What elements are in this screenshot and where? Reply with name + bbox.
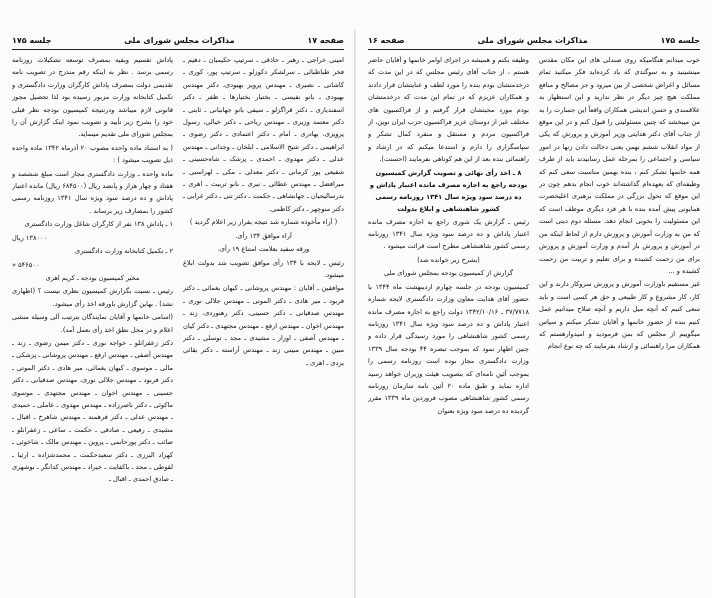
speech-paragraph-continued: غیر مستقیم باوزارت آموزش و پرورش سروکار دارند و این کار، کار مشروع و کار طبیعی و حق هر کسی است و باید سعی کنیم که آنچه میل داریم و آنچه صلاح میدانیم عمل کنیم بنده از حضور خانمها و آقایان تشکر میکنم و سپاس میگوییم از مجلس که بمن فرمودید و امیدوارهستم که همکاران مرا راهنمائی و ارشاد بفرمایند که چه نوع انجام <box>539 280 700 351</box>
publication-title: مذاکرات مجلس شورای ملی <box>124 35 235 45</box>
header-rule <box>368 49 700 50</box>
agenda-item-8-heading: ۸ ـ اخذ رأی نهائی و تصویب گزارش کمیسیون بودجه راجع به اجازه مصرف مانده اعتبار پاداش و ده درصد سود ویژه سال ۱۳۴۱ روزنامه رسمی کشور شاهنشاهی و ابلاغ بدولت <box>369 168 528 213</box>
page-number-label: صفحه ۱۷ <box>307 35 344 45</box>
speaker-announcement: رئیس ـ لایحه با ۱۳۴ رأی موافق تصویب شد بدولت ابلاغ میشود. <box>183 258 344 279</box>
header-rule <box>12 49 344 50</box>
publication-title: مذاکرات مجلس شورای ملی <box>477 35 588 45</box>
item-1-label: ۱ ـ پاداش ۱۳۸ نفر از کارگران شاغل وزارت دادگستری <box>24 220 173 229</box>
text-columns <box>368 54 700 576</box>
report-body: کمیسیون بودجه در جلسه چهارم اردیبهشت ماه ۱۳۴۴ با حضور آقای هدایت معاون وزارت دادگستری لایحه شماره ۳۷/۷۷۱۸ ـ ۱۳۴۲/۱۰/۱۶ دولت راجع به اجازه مصرف مانده اعتبار پاداش و ده درصد سود ویژه سال ۱۳۴۱ روزنامه رسمی کشور شاهنشاهی را مورد رسیدگی قرار داده و چنین اظهار نمود که بموجب تبصره ۴۴ بودجه سال ۱۳۳۹ وزارت دادگستری مجاز بوده است روزنامه رسمی را بموجب آئین نامه‌ای که بتصویب هیئت وزیران خواهد رسید اداره نماید و طبق ماده ۲۰ آئین نامه سازمان روزنامه رسمی کشور شاهنشاهی مصوب فروردین ماه ۱۳۳۹ مقرر گردیده ده درصد سود ویژه بعنوان <box>368 282 529 415</box>
speaker-statement: رئیس ـ گزارش یک شوری راجع به اجازه مصرف مانده اعتبار پاداش و ده درصد سود ویژه سال ۱۳۴۱ روزنامه رسمی کشور شاهنشاهی مطرح است قرائت میشود . <box>368 217 529 251</box>
single-article: ماده واحده ـ وزارت دادگستری مجاز است مبلغ ششصد و هفتاد و چهار هزار و پانصد ریال (۶۸۴۵۰۰ ریال) مانده اعتبار پاداش و ده درصد سود ویژه سال ۱۳۴۱ روزنامه رسمی کشور را بمصارف زیر برساند . <box>12 169 173 215</box>
speech-paragraph: خوب میدانم هنگامیکه روی صندلی های این مکان مقدس مینشینید و به سوگندی که یاد کرده‌اید فکر میکنید تمام مسائل و اغراض شخصی از بین میرود و جز مصالح و منافع مملکت هیچ چیز دیگر در نظر ندارید و این استظهار به علاقمندی و حسن اندیشی همکاران واقعاً این جسارت را به من میبخشد که چنین مسئولیتی را قبول کنم و در این موقع از جناب آقای دکتر هدایتی وزیر آموزش و پرورش که یکی از مواد انقلاب ششم بهمن یعنی دخالت دادن زنها در امور سیاسی و اجتماعی را بمرحله عمل رسانیدند باید از طرف همه خانمها تشکر کنم ، بنده بهمین مناسبت سعی کنم که وظیفه‌ای که بعهده‌ام گذاشته‌اند خوب انجام بدهم چون در این موقع که تحول بزرگی در مملکت برهبری اعلیحضرت همایونی پیش آمده بنده با هر فرد دیگری موظف است که این مسئولیت را بخوبی انجام دهد، مسئله دوم دینی است که من به وزارت آموزش و پرورش دارم از لحاظ اینکه من در آموزش و پرورش بار آمدم و وزارت آموزش و پرورش برای من زحمت کشیده و برای تعلیم و تربیت من زحمت کشیده و ... <box>539 56 700 275</box>
rapporteur-signature: مخبر کمیسیون بودجه ـ کریم اهری <box>45 273 140 282</box>
enactment-note: ( به استناد ماده واحده مصوب ۲۰ آذرماه ۱۳۴۲ ماده واحده ذیل تصویب میشود ) : <box>12 143 173 165</box>
page-header <box>12 33 344 47</box>
report-paragraph: پاداش تقسیم وبقیه بمصرف توسعه تشکیلات روزنامه رسمی برسد . نظر به اینکه رقم مندرج در تصویب نامه تقدیمی دولت بمصرف پاداش کارگران وزارت دادگستری و تکمیل کتابخانه وزارت مزبور رسیده بود لذا تحصیل مجوز قانونی لازم میباشد ودرنتیجه کمیسیون بودجه نظر قبلی خود را بشرح زیر تأیید و تصویب نمود اینک گزارش آن را بمجلس شورای ملی تقدیم مینماید. <box>12 56 173 139</box>
supporters-list: موافقین ـ آقایان : مهندس پروشانی ـ کیهان یغمائی ـ دکتر فربود ـ میر هادی ـ دکتر الموتی ـ مهندس جلالی نوری ـ مهندس صدقیانی ـ دکتر حسینی، دکتر رهنوردی، زند ـ مهندس اخوان ـ مهندس ارفع ـ مهندس مجتهدی ـ دکتر کیان ـ مهندس آصفی ـ اوزار ـ مشیدی ـ مجد ـ توسلی ـ دکتر مبین ـ مهندس مبینی زند ـ مهندس آراسته ـ دکتر بقائی یزدی ـ اهری ـ <box>183 284 344 367</box>
speech-closing: وظیفه بکنم و همیشه در اجرای اوامر خانمها و آقایان حاضر هستم ، از جناب آقای رئیس مجلس که در این مدت که درخدمتشان بودم بنده را مورد لطف و عنایتشان قرار دادند و همکاران عزیزم که در تمام این مدت که درخدمتشان بودم مورد محبتشان قرار گرفتم و از فراکسیون های مختلف غیر از دوستان عزیز فراکسیون حزب ایران نوین، از فراکسیون مردم و مستقل و منفرد کمال تشکر و سپاسگزاری را دارم و استدعا میکنم که در ارشاد و راهنمائی بنده بعد از این هم کوتاهی نفرمایند (احسنت). <box>368 56 529 164</box>
text-columns <box>12 54 344 576</box>
page-header <box>368 33 700 47</box>
voter-names-paragraph: امینی خراجی ـ رهبر ـ حاذقی ـ سرتیپ حکیمیان ـ دهیم ـ فخر طباطبائی ـ سرلشکر دکوزلو ـ سرتیپ پور، کوری ـ کاشانی ـ نصیری ـ مهندس پرویز بهبودی، دکتر مهندس بهبودی ـ بانو نفیسی ـ بختیار بختیارها ـ ظفر ـ دکتر اسفندیاری ـ دکتر قراگزلو ـ سیفی بانو جهانبانی ـ ثابتی ـ دکتر معتمد وزیری ـ مهندس ریاحی ـ دکتر خیالی، رسول پرویزی، بهادری ـ امام ـ دکتر اعتمادی ـ دکتر رضوی ـ ابراهیمی ـ دکتر شیخ الاسلامی ـ ایلخان ـ وجدانی ـ مهندس عدلی ـ دکتر مهدوی ـ احمدی ـ پزشک ـ شاه‌حسینی ـ شفیعی پور کرمانی ـ دکتر معدلی ـ مکی ـ لهراسبی ـ میرافضل ـ مهندس عطائی ـ نیری ـ بانو تربیت ـ اهری ـ بدرسالیحیان ـ جهانشاهی ـ حکمت ـ دکتر تنی ـ دکتر غرابی ـ دکتر منوچهر ـ دکتر کاظمی. <box>183 56 344 213</box>
session-number-label: جلسه ۱۷۵ <box>12 35 52 45</box>
vote-count-note: ( آراء مأخوذه شماره شد نتیجه بقرار زیر اعلام گردید ) <box>189 218 338 227</box>
page-number-label: صفحه ۱۶ <box>368 35 405 45</box>
text-column-right <box>539 54 700 576</box>
roll-call-names: دکتر زعفرانلو ـ خواجه نوری ـ دکتر میمن رضوی ـ زند ـ مهندس آصفی ـ مهندس ارفع ـ مهندس پروشانی ـ پزشکی ـ مالی ـ موسوی ـ کیهان یغمائی، میر هادی ـ دکتر الموتی ـ دکتر فربود ـ مهندس جلالی نوری، مهندس صدقیانی ـ دکتر حسینی ـ مهندس اخوان ـ مهندس مجتهدی ـ موسوی ماکوئی ـ دکتر ناصرزاده ـ مهندس مهدوی ـ عاملی ـ حمیدی ـ مهندس عدلی ـ دکتر فرهمند ـ مهندس شاهرخ ـ اقبال ـ مشیدی ـ رفیعی ـ صادقی ـ حکمت ـ ساعی ـ زعفرانلو ـ صائب ـ دکتر پورحاتمی ـ پروین ـ مهندس مالک ـ شاخوئی ـ کهزاد البرزی ـ دکتر سعیدحکمت ـ محمدشزاده ـ ارثیا ـ لقوطی ـ مجد ـ باکفایت ـ خیراد ـ مهندس کدانگر ـ بوشهری ـ صادق احمدی ـ اقبال ـ <box>12 338 173 484</box>
roll-call-note: (اسامی خانمها و آقایان نمایندگان بترتیب آلی وسیله منشی اعلام و در محل نطق اخذ رأی بعمل آمد). <box>12 313 173 334</box>
text-column-left <box>368 54 529 576</box>
text-column-right <box>183 54 344 576</box>
item-2-label: ۲ ـ تکمیل کتابخانه وزارت دادگستری <box>75 247 173 256</box>
abstention-votes: ورقه سفید بعلامت امتناع ۱۹ رأی. <box>217 245 310 254</box>
session-number-label: جلسه ۱۷۵ <box>660 35 700 45</box>
speaker-question: رئیس ـ نسبت بگزارش کمیسیون نظری نیست ؟ (اظهاری نشد) . بهاین گزارش باورقه اخذ رأی میشود. <box>12 287 173 308</box>
page-16 <box>356 0 712 598</box>
item-2-amount: ۵۴۶۵۰۰ « <box>12 260 40 269</box>
report-title: گزارش از کمیسیون بودجه بمجلس شورای ملی <box>383 269 514 278</box>
text-column-left <box>12 54 173 576</box>
votes-in-favor: آراء موافق ۱۳۴ رأی. <box>235 231 292 240</box>
item-1-amount: ۱۳۸۰۰۰ ریال <box>12 233 48 242</box>
reading-note: (بشرح زیر خوانده شد) <box>417 255 480 264</box>
